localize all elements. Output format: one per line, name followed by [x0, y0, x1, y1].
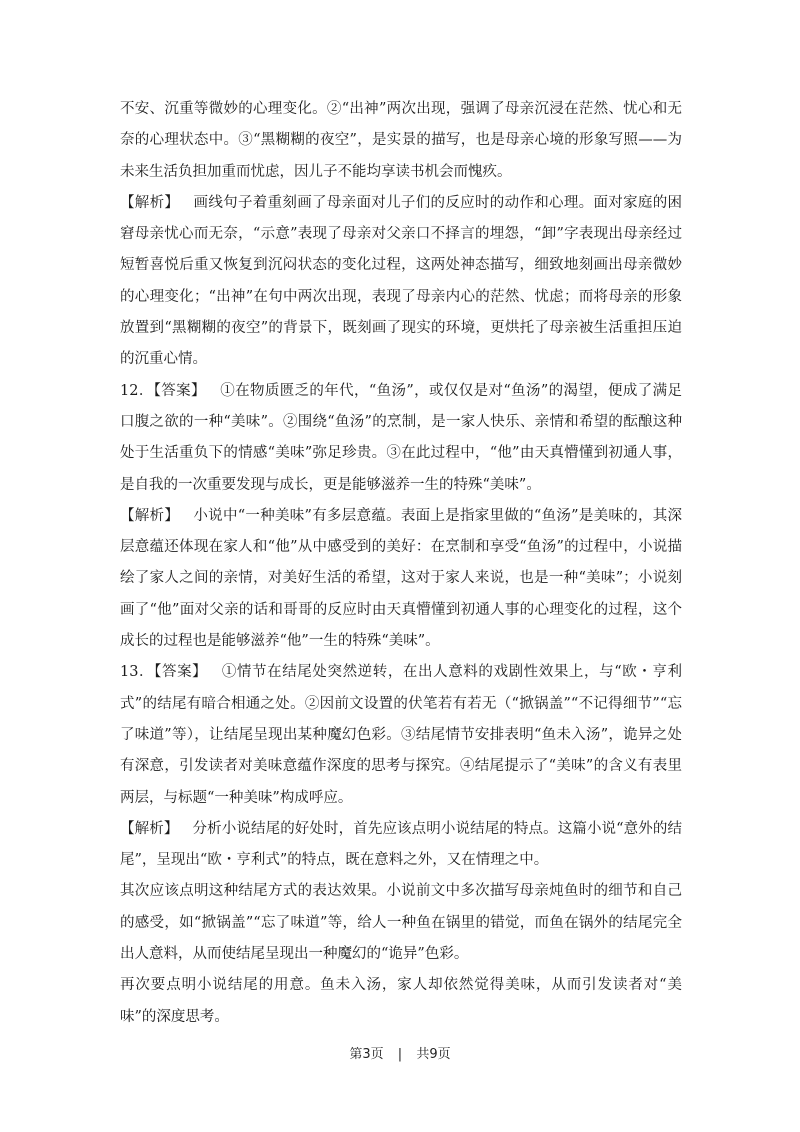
analysis-13-third-text: 再次要点明小说结尾的用意。鱼未入汤，家人却依然觉得美味，从而引发读者对“美味”的深度思考。 — [120, 977, 682, 1025]
answer-13 — [120, 657, 682, 813]
page-total: 共9页 — [416, 1047, 451, 1062]
answer-12 — [120, 376, 682, 501]
answer-12-tag: 12．【答案】 — [120, 382, 206, 399]
document-body — [120, 94, 682, 1033]
analysis-11 — [120, 188, 682, 376]
paragraph-1 — [120, 94, 682, 188]
paragraph-1-text: 不安、沉重等微妙的心理变化。②“出神”两次出现，强调了母亲沉浸在茫然、忧心和无奈的心理状态中。③“黑糊糊的夜空”，是实景的描写，也是母亲心境的形象写照——为未来生活负担加重而忧虑，因儿子不能均享读书机会而愧疚。 — [120, 101, 682, 180]
page-footer — [0, 1043, 800, 1062]
analysis-13 — [120, 814, 682, 877]
answer-12-text: ①在物质匮乏的年代，“鱼汤”，或仅仅是对“鱼汤”的渴望，便成了满足口腹之欲的一种“美味”。②围绕“鱼汤”的烹制，是一家人快乐、亲情和希望的酝酿这种处于生活重负下的情感“美味”弥足珍贵。③在此过程中，“他”由天真懵懂到初通人事，是自我的一次重要发现与成长，更是能够滋养一生的特殊“美味”。 — [120, 382, 683, 493]
analysis-13-third — [120, 970, 682, 1033]
analysis-12-tag: 【解析】 — [120, 507, 180, 524]
analysis-11-text: 画线句子着重刻画了母亲面对儿子们的反应时的动作和心理。面对家庭的困窘母亲忧心而无奈，“示意”表现了母亲对父亲口不择言的埋怨，“卸”字表现出母亲经过短暂喜悦后重又恢复到沉闷状态的变化过程，这两处神态描写，细致地刻画出母亲微妙的心理变化；“出神”在句中两次出现，表现了母亲内心的茫然、忧虑；而将母亲的形象放置到“黑糊糊的夜空”的背景下，既刻画了现实的环境，更烘托了母亲被生活重担压迫的沉重心情。 — [120, 194, 683, 368]
answer-13-tag: 13．【答案】 — [120, 664, 208, 681]
footer-separator: | — [397, 1047, 403, 1062]
analysis-13-second-text: 其次应该点明这种结尾方式的表达效果。小说前文中多次描写母亲炖鱼时的细节和自己的感受，如“掀锅盖”“忘了味道”等，给人一种鱼在锅里的错觉，而鱼在锅外的结尾完全出人意料，从而使结尾呈现出一种魔幻的“诡异”色彩。 — [120, 883, 682, 963]
analysis-11-tag: 【解析】 — [120, 194, 180, 211]
page-number: 第3页 — [349, 1047, 384, 1062]
analysis-13-text: 分析小说结尾的好处时，首先应该点明小说结尾的特点。这篇小说“意外的结尾”，呈现出“欧・亨利式”的特点，既在意料之外，又在情理之中。 — [120, 820, 682, 869]
analysis-12-text: 小说中“一种美味”有多层意蕴。表面上是指家里做的“鱼汤”是美味的，其深层意蕴还体现在家人和“他”从中感受到的美好：在烹制和享受“鱼汤”的过程中，小说描绘了家人之间的亲情，对美好生活的希望，这对于家人来说，也是一种“美味”；小说刻画了“他”面对父亲的话和哥哥的反应时由天真懵懂到初通人事的心理变化的过程，这个成长的过程也是能够滋养“他”一生的特殊“美味”。 — [120, 507, 683, 650]
analysis-13-tag: 【解析】 — [120, 820, 179, 837]
analysis-12 — [120, 501, 682, 657]
answer-13-text: ①情节在结尾处突然逆转，在出人意料的戏剧性效果上，与“欧・亨利式”的结尾有暗合相通之处。②因前文设置的伏笔若有若无（“掀锅盖”“不记得细节”“忘了味道”等），让结尾呈现出某种魔幻色彩。③结尾情节安排表明“鱼未入汤”，诡异之处有深意，引发读者对美味意蕴作深度的思考与探究。④结尾提示了“美味”的含义有表里两层，与标题“一种美味”构成呼应。 — [120, 664, 682, 806]
analysis-13-second — [120, 876, 682, 970]
